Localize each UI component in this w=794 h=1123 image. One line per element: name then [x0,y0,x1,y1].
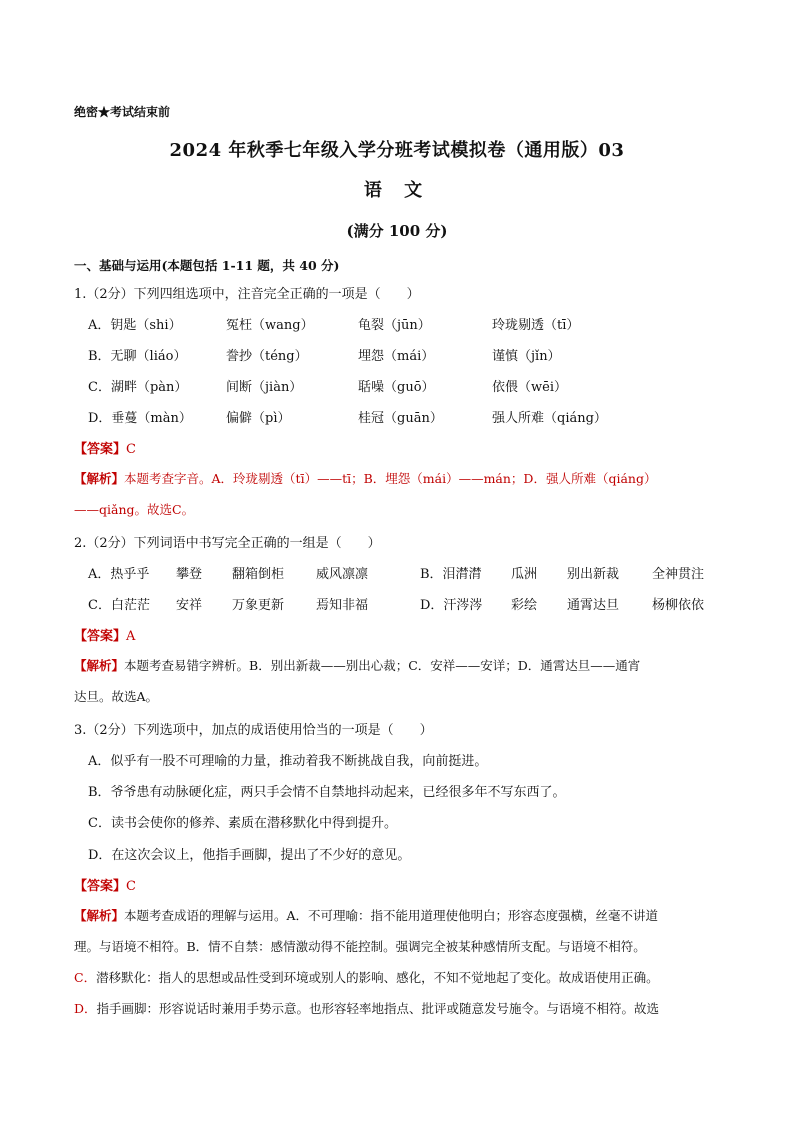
q3-option-d: D．在这次会议上，他指手画脚，提出了不少好的意见。 [88,848,411,863]
q1-explanation-line2: ——qiǎng。故选C。 [74,502,195,517]
q1-option-c4: 依偎（wēi） [492,380,567,395]
option-marker: C． [74,970,97,985]
answer-tag: 【答案】 [74,442,127,457]
q3-option-a: A．似乎有一股不可理喻的力量，推动着我不断挑战自我，向前挺进。 [88,754,488,769]
q2-option-b2: 瓜洲 [511,567,538,582]
q1-option-c3: 聒噪（guō） [358,380,435,395]
answer-tag: 【答案】 [74,629,127,644]
q1-option-a2: 冤枉（wang） [226,318,314,333]
q2-option-d1: D．汗涔涔 [420,598,483,613]
q3-explanation-line1 [74,906,658,924]
answer-tag: 【答案】 [74,879,127,894]
answer-value: A [126,629,136,644]
subject-heading: 语 文 [363,180,431,201]
question-1-stem: 1.（2分）下列四组选项中，注音完全正确的一项是（ ） [74,287,420,302]
q2-option-d4: 杨柳依依 [652,598,705,613]
page-title: 2024 年秋季七年级入学分班考试模拟卷（通用版）03 [169,140,625,161]
option-marker: D． [74,1001,97,1016]
explanation-tag: 【解析】 [74,658,125,673]
q1-option-d3: 桂冠（guān） [358,411,443,426]
q2-option-b3: 别出新裁 [567,567,620,582]
q2-option-a2: 攀登 [176,567,203,582]
q1-option-b2: 誊抄（téng） [226,349,308,364]
explanation-text: 潜移默化：指人的思想或品性受到环境或别人的影响、感化，不知不觉地起了变化。故成语使用正确。 [96,970,659,985]
q1-option-b1: B．无聊（liáo） [88,349,187,364]
q2-option-d2: 彩绘 [511,598,538,613]
explanation-tag: 【解析】 [74,471,125,486]
explanation-text: 本题考查易错字辨析。B．别出新裁——别出心裁；C．安祥——安详；D．通霄达旦——通宵 [124,658,641,673]
q2-option-c1: C．白茫茫 [88,598,150,613]
q2-option-c2: 安祥 [176,598,203,613]
explanation-text: 本题考查字音。A．玲珑剔透（tī）——tī；B．埋怨（mái）——mán；D．强人所难（qiáng） [124,471,657,486]
q1-option-b3: 埋怨（mái） [358,349,435,364]
q1-explanation-line1 [74,469,656,487]
q2-option-c4: 焉知非福 [316,598,369,613]
q3-answer [74,875,136,894]
q2-option-a1: A．热乎乎 [88,567,150,582]
q3-explanation-line4 [74,999,659,1017]
explanation-text: 指手画脚：形容说话时兼用手势示意。也形容轻率地指点、批评或随意发号施令。与语境不相符。故选 [96,1001,660,1016]
q2-option-b4: 全神贯注 [652,567,705,582]
q1-option-d1: D．垂蔓（màn） [88,411,192,426]
question-3-stem: 3.（2分）下列选项中，加点的成语使用恰当的一项是（ ） [74,723,433,738]
q2-option-a3: 翻箱倒柜 [232,567,285,582]
section-heading: 一、基础与运用(本题包括 1-11 题，共 40 分) [74,258,340,273]
q1-answer [74,438,136,457]
q2-answer [74,625,135,644]
confidential-label: 绝密★考试结束前 [74,105,171,119]
explanation-text: 本题考查成语的理解与运用。A．不可理喻：指不能用道理使他明白；形容态度强横，丝毫不讲道 [124,908,659,923]
q2-option-b1: B．泪潸潸 [420,567,482,582]
q1-option-d2: 偏僻（pì） [226,411,291,426]
q1-option-b4: 谨慎（jǐn） [492,349,561,364]
question-2-stem: 2.（2分）下列词语中书写完全正确的一组是（ ） [74,536,381,551]
q2-option-d3: 通霄达旦 [567,598,620,613]
explanation-tag: 【解析】 [74,908,125,923]
q2-option-a4: 威风凛凛 [316,567,369,582]
q1-option-a3: 龟裂（jūn） [358,318,431,333]
q1-option-a4: 玲珑剔透（tī） [492,318,580,333]
q1-option-d4: 强人所难（qiáng） [492,411,607,426]
answer-value: C [126,442,136,457]
q3-explanation-line2: 理。与语境不相符。B．情不自禁：感情激动得不能控制。强调完全被某种感情所支配。与语境不相符。 [74,939,646,954]
answer-value: C [126,879,136,894]
q2-option-c3: 万象更新 [232,598,285,613]
q3-explanation-line3 [74,968,659,986]
q3-option-b: B．爷爷患有动脉硬化症，两只手会情不自禁地抖动起来，已经很多年不写东西了。 [88,785,566,800]
q2-explanation-line2: 达旦。故选A。 [74,689,159,704]
q3-option-c: C．读书会使你的修养、素质在潜移默化中得到提升。 [88,816,397,831]
q1-option-a1: A．钥匙（shi） [88,318,182,333]
full-score-label: (满分 100 分) [346,222,448,240]
q1-option-c2: 间断（jiàn） [226,380,303,395]
q1-option-c1: C．湖畔（pàn） [88,380,188,395]
q2-explanation-line1 [74,656,640,674]
